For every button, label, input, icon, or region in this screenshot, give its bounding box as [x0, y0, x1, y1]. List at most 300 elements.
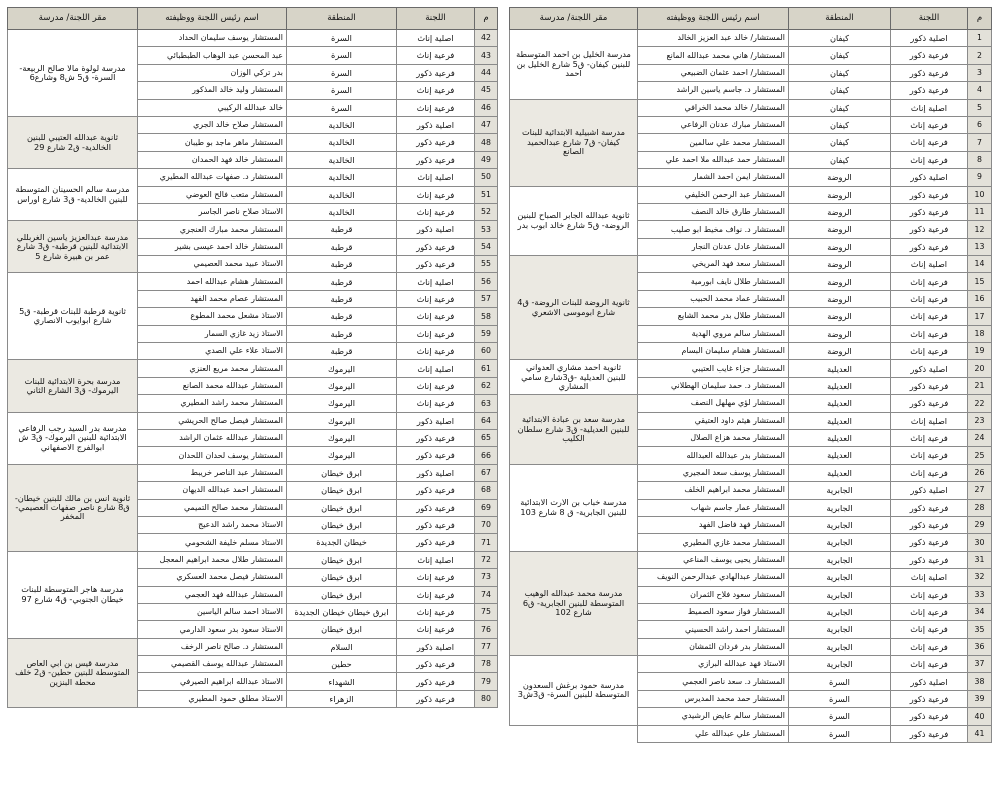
cell-committee: اصلية ذكور	[397, 412, 475, 429]
cell-head: بدر تركي الوزان	[138, 64, 287, 81]
cell-area: السلام	[287, 638, 397, 655]
cell-area: الجابرية	[789, 482, 891, 499]
cell-head: المستشار صلاح خالد الجري	[138, 116, 287, 133]
cell-area: الخالدية	[287, 186, 397, 203]
cell-area: السرة	[287, 30, 397, 47]
cell-head: المستشار وليد خالد المذكور	[138, 82, 287, 99]
cell-committee: فرعية ذكور	[891, 64, 968, 81]
cell-num: 65	[475, 429, 498, 446]
cell-num: 57	[475, 290, 498, 307]
cell-head: الاستاذ زيد غازي السمار	[138, 325, 287, 342]
cell-area: اليرموك	[287, 429, 397, 446]
cell-num: 14	[968, 256, 992, 273]
cell-area: كيفان	[789, 116, 891, 133]
cell-committee: فرعية إناث	[891, 464, 968, 481]
cell-area: ابرق خيطان	[287, 621, 397, 638]
table-row	[510, 395, 992, 412]
cell-area: ابرق خيطان	[287, 499, 397, 516]
cell-num: 31	[968, 551, 992, 568]
cell-committee: فرعية ذكور	[891, 203, 968, 220]
table-row	[510, 256, 992, 273]
table-row	[510, 551, 992, 568]
cell-area: كيفان	[789, 47, 891, 64]
cell-head: المستشار حمد محمد المديرس	[638, 690, 789, 707]
cell-head: الاستاذ احمد سالم الياسين	[138, 603, 287, 620]
cell-area: كيفان	[789, 30, 891, 47]
cell-committee: فرعية إناث	[891, 134, 968, 151]
cell-area: الجابرية	[789, 569, 891, 586]
cell-num: 9	[968, 169, 992, 186]
cell-area: قرطبة	[287, 221, 397, 238]
cell-committee: فرعية إناث	[397, 82, 475, 99]
cell-num: 74	[475, 586, 498, 603]
cell-area: الروضة	[789, 273, 891, 290]
cell-committee: فرعية ذكور	[397, 151, 475, 168]
cell-num: 33	[968, 586, 992, 603]
cell-committee: فرعية ذكور	[397, 516, 475, 533]
cell-area: الروضة	[789, 169, 891, 186]
header-num: م	[475, 8, 498, 30]
cell-school: مدرسة خباب بن الارت الابتدائية للبنين الجابرية- ق 8 شارع 103	[510, 464, 638, 551]
cell-school: مدرسة هاجر المتوسطة للبنات خيطان الجنوبي- ق4 شارع 97	[8, 551, 138, 638]
cell-committee: اصلية إناث	[891, 412, 968, 429]
cell-area: السرة	[789, 725, 891, 742]
cell-school: ثانوية الروضة للبنات الروضة- ق4 شارع ابوموسى الاشعري	[510, 256, 638, 360]
cell-school: ثانوية عبدالله الجابر الصباح للبنين الروضة- ق5 شارع خالد ابوب بدر	[510, 186, 638, 256]
cell-school: ثانوية قرطبة للبنات قرطبة- ق5 شارع ابوايوب الانصاري	[8, 273, 138, 360]
cell-head: المستشار يوسف سليمان الحداد	[138, 30, 287, 47]
cell-head: المستشار يوسف لحدان اللحدان	[138, 447, 287, 464]
cell-head: المستشار محمد هزاع الصلال	[638, 429, 789, 446]
cell-num: 7	[968, 134, 992, 151]
cell-num: 40	[968, 708, 992, 725]
cell-area: قرطبة	[287, 325, 397, 342]
cell-area: العديلية	[789, 360, 891, 377]
cell-area: الجابرية	[789, 551, 891, 568]
cell-area: اليرموك	[287, 377, 397, 394]
header-committee: اللجنة	[397, 8, 475, 30]
cell-area: السرة	[789, 708, 891, 725]
cell-committee: فرعية إناث	[891, 603, 968, 620]
cell-area: اليرموك	[287, 447, 397, 464]
cell-num: 27	[968, 482, 992, 499]
cell-num: 2	[968, 47, 992, 64]
table-row	[510, 99, 992, 116]
cell-head: خالد عبدالله الركيبي	[138, 99, 287, 116]
header-head: اسم رئيس اللجنة ووظيفته	[638, 8, 789, 30]
cell-area: السرة	[789, 673, 891, 690]
table-row	[8, 169, 498, 186]
cell-committee: فرعية ذكور	[397, 690, 475, 707]
cell-num: 58	[475, 308, 498, 325]
table-row	[8, 360, 498, 377]
cell-num: 78	[475, 656, 498, 673]
cell-num: 75	[475, 603, 498, 620]
cell-head: المستشار طارق خالد النصف	[638, 203, 789, 220]
cell-head: المستشار بدر فردان الثمشان	[638, 638, 789, 655]
cell-committee: اصلية إناث	[891, 99, 968, 116]
cell-head: المستشار احمد عبدالله الديهان	[138, 482, 287, 499]
cell-head: المستشار عصام محمد الفهد	[138, 290, 287, 307]
cell-num: 59	[475, 325, 498, 342]
cell-head: المستشار ايمن احمد الشمار	[638, 169, 789, 186]
table-row	[8, 273, 498, 290]
cell-head: المستشار خالد احمد عيسى بشير	[138, 238, 287, 255]
cell-area: الروضة	[789, 186, 891, 203]
cell-head: الاستاذ مشعل محمد المطوع	[138, 308, 287, 325]
cell-head: الاستاذ سعود بدر سعود الدارمي	[138, 621, 287, 638]
cell-num: 12	[968, 221, 992, 238]
cell-head: المستشار عبدالله يوسف القصيمي	[138, 656, 287, 673]
cell-head: المستشار فيصل صالح الحريشي	[138, 412, 287, 429]
cell-committee: فرعية إناث	[397, 377, 475, 394]
table-row	[510, 656, 992, 673]
cell-committee: فرعية ذكور	[397, 447, 475, 464]
cell-head: المستشار/ خالد عبد العزيز الخالد	[638, 30, 789, 47]
cell-head: المستشار متعب فالح العوضي	[138, 186, 287, 203]
cell-head: المستشار يحيى يوسف المناعي	[638, 551, 789, 568]
cell-area: ابرق خيطان	[287, 516, 397, 533]
cell-area: العديلية	[789, 464, 891, 481]
cell-area: الجابرية	[789, 499, 891, 516]
cell-committee: اصلية ذكور	[891, 673, 968, 690]
cell-school: ثانوية احمد مشاري العدواني للبنين العديلية -ق3شارع سامي المشاري	[510, 360, 638, 395]
cell-committee: اصلية ذكور	[397, 116, 475, 133]
cell-head: المستشار د. صفهات عبدالله المطيري	[138, 169, 287, 186]
cell-committee: اصلية إناث	[397, 360, 475, 377]
cell-committee: فرعية ذكور	[891, 499, 968, 516]
cell-num: 39	[968, 690, 992, 707]
cell-num: 80	[475, 690, 498, 707]
cell-head: المستشار/ هاني محمد عبدالله المانع	[638, 47, 789, 64]
cell-num: 21	[968, 377, 992, 394]
cell-committee: فرعية إناث	[891, 151, 968, 168]
table-header-row	[8, 8, 498, 30]
cell-num: 3	[968, 64, 992, 81]
cell-num: 8	[968, 151, 992, 168]
cell-head: المستشار د. صالح ناصر الرخف	[138, 638, 287, 655]
cell-area: الروضة	[789, 256, 891, 273]
cell-committee: فرعية إناث	[397, 343, 475, 360]
cell-num: 64	[475, 412, 498, 429]
header-num: م	[968, 8, 992, 30]
cell-area: الخالدية	[287, 151, 397, 168]
cell-num: 19	[968, 343, 992, 360]
cell-area: قرطبة	[287, 308, 397, 325]
cell-head: المستشار عمار جاسم شهاب	[638, 499, 789, 516]
cell-committee: فرعية ذكور	[891, 221, 968, 238]
cell-area: الخالدية	[287, 203, 397, 220]
table-row	[510, 360, 992, 377]
cell-head: المستشار د. حمد سليمان الهطلاني	[638, 377, 789, 394]
cell-num: 38	[968, 673, 992, 690]
table-row	[8, 551, 498, 568]
cell-area: الروضة	[789, 290, 891, 307]
cell-head: المستشار حمد عبدالله ملا احمد علي	[638, 151, 789, 168]
cell-head: المستشار عماد محمد الحبيب	[638, 290, 789, 307]
cell-area: السرة	[789, 690, 891, 707]
cell-num: 50	[475, 169, 498, 186]
cell-committee: فرعية إناث	[397, 603, 475, 620]
cell-head: المستشار سعود فلاح الثمران	[638, 586, 789, 603]
cell-committee: اصلية ذكور	[891, 169, 968, 186]
cell-committee: فرعية إناث	[397, 395, 475, 412]
cell-committee: فرعية إناث	[397, 99, 475, 116]
cell-committee: فرعية ذكور	[397, 134, 475, 151]
cell-committee: فرعية ذكور	[397, 673, 475, 690]
cell-head: المستشار احمد راشد الحسيني	[638, 621, 789, 638]
cell-area: خيطان الجديدة	[287, 534, 397, 551]
cell-area: ابرق خيطان خيطان الجديدة	[287, 603, 397, 620]
cell-head: المستشار محمد ابراهيم الخلف	[638, 482, 789, 499]
cell-area: الجابرية	[789, 534, 891, 551]
cell-head: المستشار جزاء غايب العتيبي	[638, 360, 789, 377]
cell-area: قرطبة	[287, 343, 397, 360]
cell-committee: فرعية إناث	[891, 116, 968, 133]
cell-head: المستشار د. نواف مخيط ابو صليب	[638, 221, 789, 238]
header-area: المنطقة	[789, 8, 891, 30]
cell-head: المستشار عبدالله محمد الصانع	[138, 377, 287, 394]
cell-head: المستشار خالد فهد الحمدان	[138, 151, 287, 168]
cell-num: 10	[968, 186, 992, 203]
cell-committee: فرعية ذكور	[397, 64, 475, 81]
cell-head: المستشار هشام عبدالله احمد	[138, 273, 287, 290]
cell-committee: اصلية ذكور	[891, 482, 968, 499]
cell-num: 28	[968, 499, 992, 516]
cell-committee: فرعية ذكور	[397, 429, 475, 446]
cell-area: كيفان	[789, 151, 891, 168]
cell-num: 22	[968, 395, 992, 412]
cell-num: 77	[475, 638, 498, 655]
cell-school: مدرسة سعد بن عبادة الابتدائية للبنين العديلية- ق3 شارع سلطان الكليب	[510, 395, 638, 465]
cell-num: 24	[968, 429, 992, 446]
cell-head: المستشار محمد غازي المطيري	[638, 534, 789, 551]
cell-school: مدرسة اشبيلية الابتدائية للبنات كيفان- ق7 شارع عبدالحميد الصانع	[510, 99, 638, 186]
cell-committee: اصلية إناث	[397, 169, 475, 186]
table-row	[510, 186, 992, 203]
cell-head: المستشار محمد مبارك العنجري	[138, 221, 287, 238]
cell-committee: اصلية ذكور	[891, 30, 968, 47]
cell-committee: فرعية ذكور	[891, 377, 968, 394]
cell-head: الاستاذ صلاح ناصر الجاسر	[138, 203, 287, 220]
table-row	[8, 638, 498, 655]
cell-num: 17	[968, 308, 992, 325]
cell-committee: اصلية ذكور	[397, 221, 475, 238]
cell-school: مدرسة بحرة الابتدائية للبنات اليرموك- ق3 الشارع الثاني	[8, 360, 138, 412]
cell-school: مدرسة لولوة مالا صالح الربيعة- السرة- ق5 ش8 وشارع6	[8, 30, 138, 117]
cell-num: 43	[475, 47, 498, 64]
cell-head: المستشار مبارك عدنان الرفاعي	[638, 116, 789, 133]
cell-num: 4	[968, 82, 992, 99]
cell-num: 25	[968, 447, 992, 464]
cell-head: المستشار علي عبدالله علي	[638, 725, 789, 742]
cell-num: 67	[475, 464, 498, 481]
table-header-row	[510, 8, 992, 30]
cell-head: الاستاذ محمد راشد الدعيج	[138, 516, 287, 533]
cell-area: الجابرية	[789, 656, 891, 673]
cell-committee: فرعية إناث	[891, 429, 968, 446]
cell-committee: فرعية إناث	[397, 569, 475, 586]
cell-head: المستشار محمد علي سالمين	[638, 134, 789, 151]
cell-head: المستشار عبدالله فهد العجمي	[138, 586, 287, 603]
cell-area: الروضة	[789, 238, 891, 255]
cell-num: 71	[475, 534, 498, 551]
cell-committee: فرعية إناث	[891, 290, 968, 307]
cell-school: مدرسة سالم الحسينان المتوسطة للبنين الخالدية- ق3 شارع اوراس	[8, 169, 138, 221]
cell-committee: فرعية إناث	[891, 621, 968, 638]
cell-num: 53	[475, 221, 498, 238]
cell-area: السرة	[287, 47, 397, 64]
cell-area: الخالدية	[287, 134, 397, 151]
cell-head: الاستاذ عبدالله ابراهيم الصيرفي	[138, 673, 287, 690]
cell-num: 34	[968, 603, 992, 620]
cell-committee: فرعية إناث	[397, 621, 475, 638]
cell-committee: فرعية ذكور	[397, 238, 475, 255]
cell-area: الخالدية	[287, 169, 397, 186]
cell-head: المستشار عادل عدنان النجار	[638, 238, 789, 255]
cell-area: السرة	[287, 82, 397, 99]
cell-area: كيفان	[789, 82, 891, 99]
header-area: المنطقة	[287, 8, 397, 30]
cell-num: 6	[968, 116, 992, 133]
cell-num: 54	[475, 238, 498, 255]
cell-school: مدرسة محمد عبدالله الوهيب المتوسطة للبنين الجابرية- ق6 شارع 102	[510, 551, 638, 655]
cell-committee: فرعية ذكور	[891, 82, 968, 99]
cell-area: السرة	[287, 99, 397, 116]
cell-num: 1	[968, 30, 992, 47]
cell-num: 41	[968, 725, 992, 742]
cell-area: ابرق خيطان	[287, 551, 397, 568]
cell-area: كيفان	[789, 134, 891, 151]
cell-num: 55	[475, 256, 498, 273]
cell-committee: فرعية ذكور	[397, 482, 475, 499]
cell-head: المستشار/ احمد عثمان الضبيعي	[638, 64, 789, 81]
cell-area: السرة	[287, 64, 397, 81]
cell-committee: فرعية ذكور	[397, 656, 475, 673]
cell-committee: فرعية إناث	[397, 47, 475, 64]
cell-area: العديلية	[789, 429, 891, 446]
cell-head: المستشار ماهر ماجد بو طيبان	[138, 134, 287, 151]
cell-num: 60	[475, 343, 498, 360]
cell-area: العديلية	[789, 412, 891, 429]
cell-committee: فرعية ذكور	[891, 186, 968, 203]
cell-committee: فرعية إناث	[397, 290, 475, 307]
cell-num: 13	[968, 238, 992, 255]
cell-committee: اصلية إناث	[397, 551, 475, 568]
cell-committee: فرعية ذكور	[397, 499, 475, 516]
table-row	[8, 412, 498, 429]
cell-committee: اصلية إناث	[397, 273, 475, 290]
cell-committee: اصلية ذكور	[397, 638, 475, 655]
cell-area: الروضة	[789, 343, 891, 360]
cell-area: العديلية	[789, 447, 891, 464]
cell-committee: فرعية ذكور	[891, 516, 968, 533]
cell-num: 45	[475, 82, 498, 99]
cell-committee: فرعية إناث	[891, 325, 968, 342]
cell-head: عبد المحسن عبد الوهاب الطبطبائي	[138, 47, 287, 64]
cell-committee: فرعية ذكور	[891, 534, 968, 551]
cell-committee: فرعية إناث	[891, 638, 968, 655]
cell-school: مدرسة الخليل بن احمد المتوسطة للبنين كيفان- ق5 شارع الخليل بن احمد	[510, 30, 638, 100]
cell-committee: اصلية إناث	[891, 256, 968, 273]
cell-head: المستشار عبد الناصر خريبط	[138, 464, 287, 481]
cell-area: قرطبة	[287, 238, 397, 255]
cell-head: المستشار محمد راشد المطيري	[138, 395, 287, 412]
cell-area: كيفان	[789, 99, 891, 116]
cell-area: الجابرية	[789, 621, 891, 638]
cell-area: قرطبة	[287, 273, 397, 290]
cell-num: 20	[968, 360, 992, 377]
cell-head: المستشار لؤي مهلهل النصف	[638, 395, 789, 412]
header-school: مقر اللجنة/ مدرسة	[510, 8, 638, 30]
cell-num: 73	[475, 569, 498, 586]
cell-head: المستشار سعد فهد المريخي	[638, 256, 789, 273]
cell-committee: اصلية ذكور	[891, 360, 968, 377]
cell-area: الجابرية	[789, 516, 891, 533]
cell-num: 26	[968, 464, 992, 481]
cell-committee: فرعية ذكور	[891, 47, 968, 64]
cell-head: الاستاذ مطلق حمود المطيري	[138, 690, 287, 707]
cell-committee: فرعية إناث	[891, 343, 968, 360]
cell-head: الاستاذ فهد عبدالله البرازي	[638, 656, 789, 673]
cell-school: مدرسة عبدالعزيز ياسين الغربللي الابتدائية للبنين قرطبة- ق3 شارع عمر بن هبيرة شارع 5	[8, 221, 138, 273]
cell-area: العديلية	[789, 395, 891, 412]
table-row	[8, 221, 498, 238]
cell-num: 76	[475, 621, 498, 638]
cell-num: 70	[475, 516, 498, 533]
cell-num: 15	[968, 273, 992, 290]
cell-area: الجابرية	[789, 586, 891, 603]
cell-committee: اصلية إناث	[397, 30, 475, 47]
cell-num: 51	[475, 186, 498, 203]
cell-num: 62	[475, 377, 498, 394]
cell-committee: فرعية ذكور	[891, 725, 968, 742]
table-row	[8, 30, 498, 47]
cell-head: المستشار د. سعد ناصر العجمي	[638, 673, 789, 690]
cell-school: ثانوية انس بن مالك للبنين خيطان- ق8 شارع ناصر صفهات العصيمي- المخفر	[8, 464, 138, 551]
cell-num: 29	[968, 516, 992, 533]
cell-area: ابرق خيطان	[287, 569, 397, 586]
cell-num: 32	[968, 569, 992, 586]
cell-num: 46	[475, 99, 498, 116]
cell-school: ثانوية عبدالله العتيبي للبنين الخالدية- ق2 شارع 29	[8, 116, 138, 168]
cell-area: قرطبة	[287, 256, 397, 273]
cell-committee: فرعية إناث	[891, 447, 968, 464]
cell-area: الزهراء	[287, 690, 397, 707]
cell-area: اليرموك	[287, 395, 397, 412]
cell-area: الروضة	[789, 221, 891, 238]
cell-area: الشهداء	[287, 673, 397, 690]
cell-committee: فرعية إناث	[397, 325, 475, 342]
cell-head: الاستاذ علاء علي الصدي	[138, 343, 287, 360]
table-row	[510, 30, 992, 47]
table-row	[8, 464, 498, 481]
cell-committee: فرعية ذكور	[891, 690, 968, 707]
cell-area: الجابرية	[789, 603, 891, 620]
cell-school: مدرسة بدر السيد رجب الرفاعي الابتدائية للبنين اليرموك- ق3 ش ابوالفرج الاصفهاني	[8, 412, 138, 464]
header-head: اسم رئيس اللجنة ووظيفته	[138, 8, 287, 30]
cell-num: 47	[475, 116, 498, 133]
cell-num: 68	[475, 482, 498, 499]
cell-committee: اصلية ذكور	[397, 464, 475, 481]
cell-area: الخالدية	[287, 116, 397, 133]
table-row	[510, 725, 992, 742]
cell-num: 11	[968, 203, 992, 220]
cell-area: حطين	[287, 656, 397, 673]
cell-area: الروضة	[789, 203, 891, 220]
cell-num: 79	[475, 673, 498, 690]
cell-head: المستشار فيصل محمد العسكري	[138, 569, 287, 586]
